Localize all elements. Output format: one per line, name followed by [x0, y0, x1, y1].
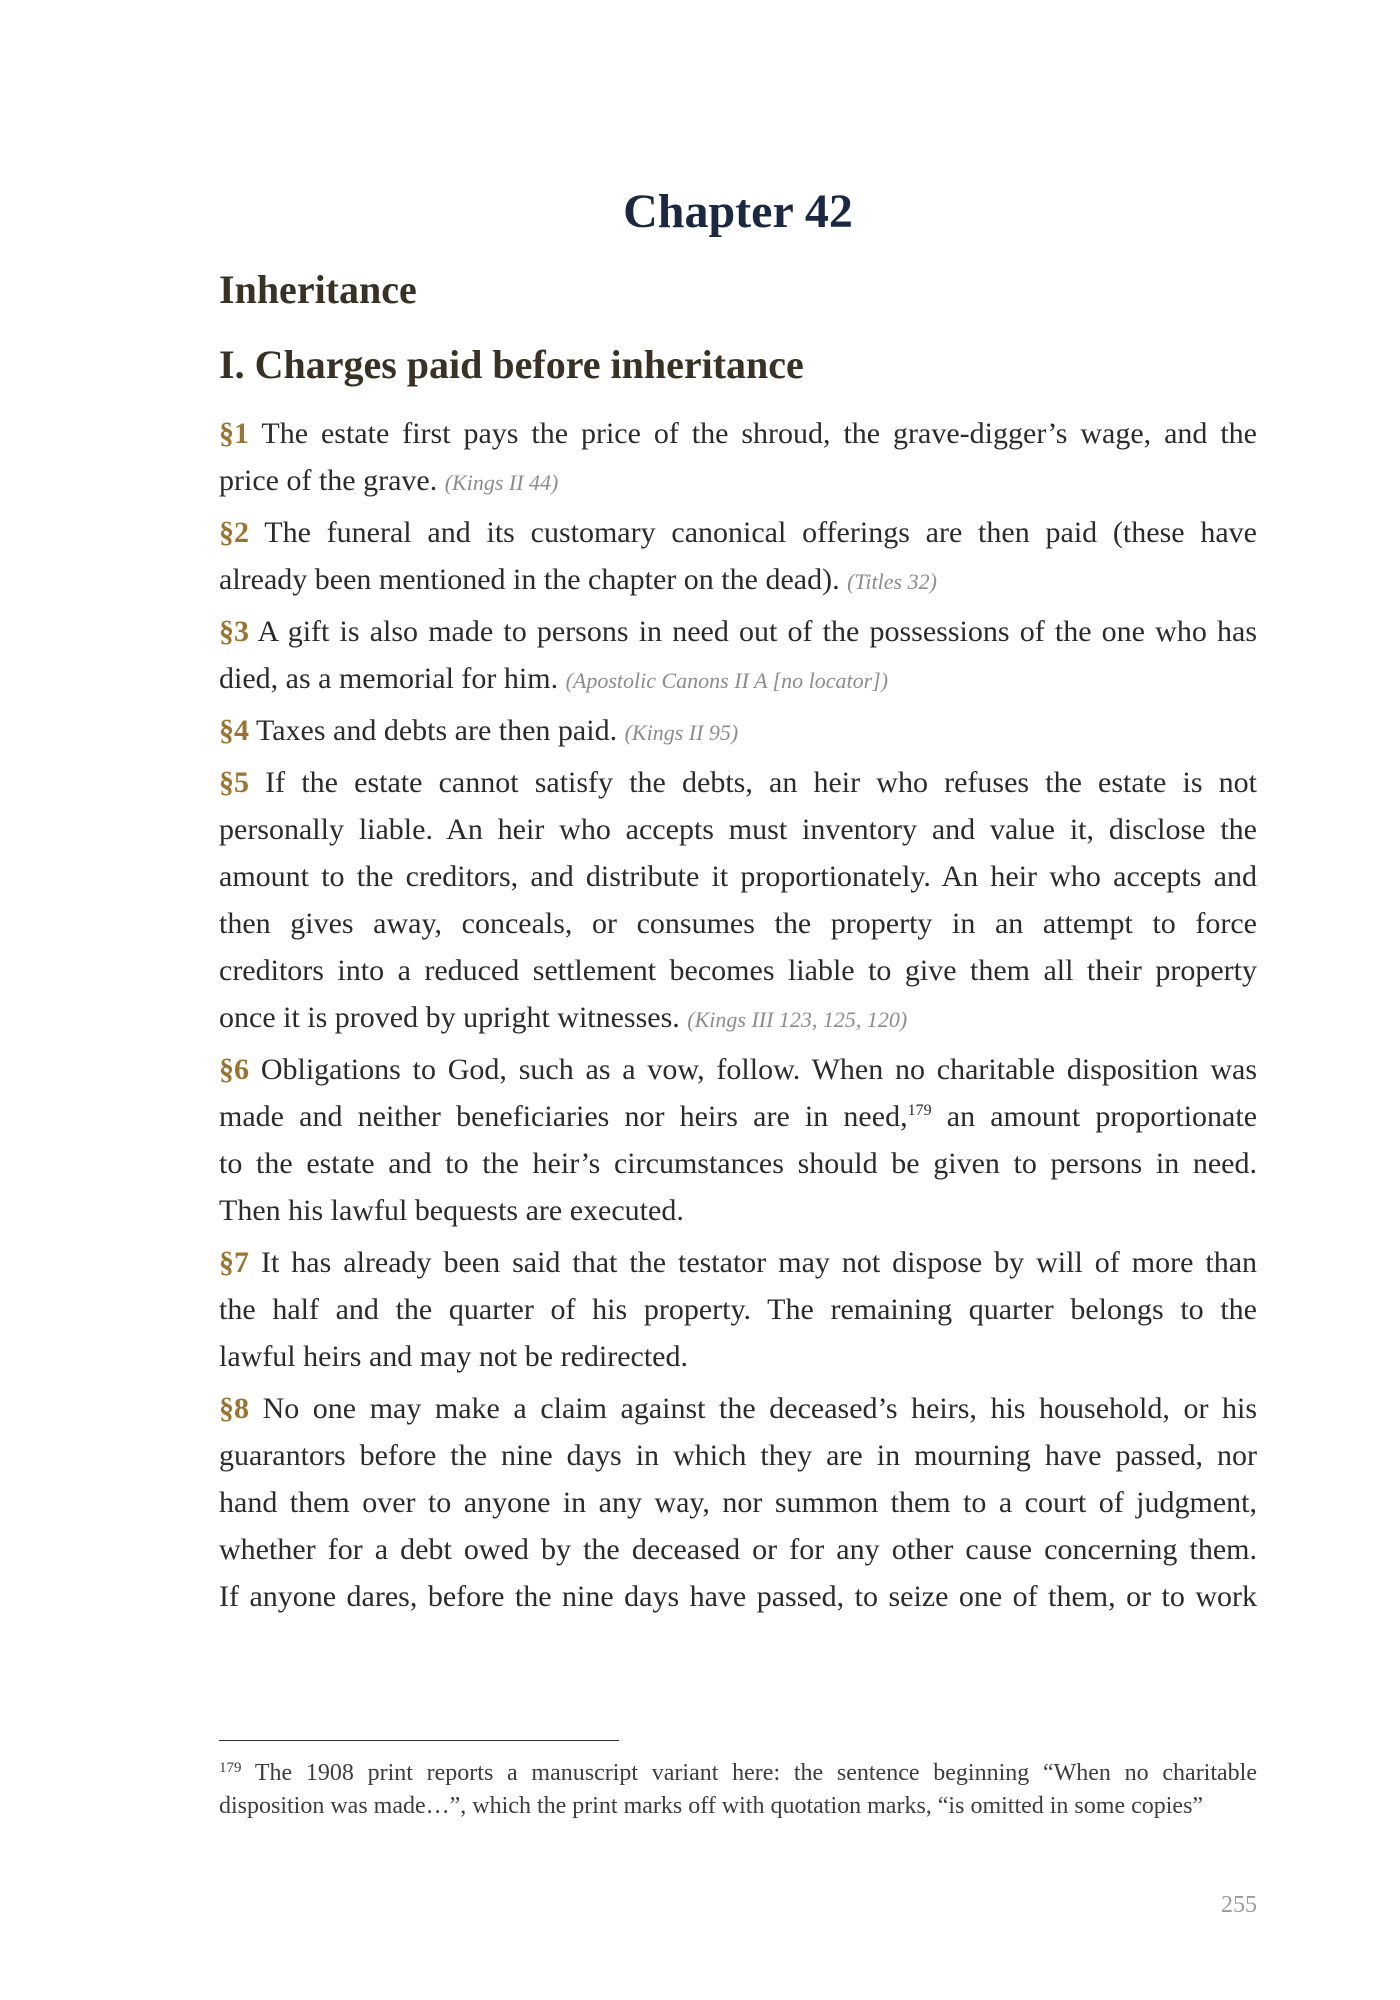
line-text: price of the grave.: [219, 464, 438, 497]
text-line: [219, 1526, 1257, 1573]
paragraph-2: [219, 509, 1257, 603]
footnote-number: 179: [219, 1760, 242, 1776]
line-text: If the estate cannot satisfy the debts, an heir who refuses the estate is not: [265, 766, 1258, 799]
text-line: [219, 1093, 1257, 1140]
line-text: hand them over to anyone in any way, nor summon them to a court of judgment,: [219, 1486, 1257, 1519]
line-text: whether for a debt owed by the deceased or for any other cause concerning them.: [219, 1533, 1257, 1566]
line-text: If anyone dares, before the nine days have passed, to seize one of them, or to work: [219, 1580, 1257, 1613]
paragraph-1: [219, 410, 1257, 504]
footnote-reference: 179: [907, 1102, 932, 1119]
line-text: No one may make a claim against the deceased’s heirs, his household, or his: [262, 1392, 1258, 1425]
text-line: [219, 1573, 1257, 1620]
line-text: Then his lawful bequests are executed.: [219, 1194, 684, 1227]
text-line: [219, 994, 1257, 1041]
text-line: [219, 1187, 1257, 1234]
footnote-line: [219, 1757, 1257, 1790]
line-text: The funeral and its customary canonical offerings are then paid (these have: [264, 516, 1257, 549]
subsection-heading: I. Charges paid before inheritance: [219, 342, 804, 387]
line-text: amount to the creditors, and distribute it proportionately. An heir who accepts and: [219, 860, 1257, 893]
text-line: [219, 853, 1257, 900]
chapter-title: Chapter 42: [623, 185, 853, 238]
text-line: [219, 947, 1257, 994]
section-marker: §4: [219, 714, 249, 747]
line-text: personally liable. An heir who accepts must inventory and value it, disclose the: [219, 813, 1257, 846]
line-text: A gift is also made to persons in need out of the possessions of the one who has: [257, 615, 1257, 648]
text-line: [219, 1333, 1257, 1380]
text-line: [219, 1239, 1257, 1286]
text-line: [219, 556, 1257, 603]
line-text: once it is proved by upright witnesses.: [219, 1001, 680, 1034]
text-line: [219, 608, 1257, 655]
text-line: [219, 900, 1257, 947]
section-marker: §3: [219, 615, 249, 648]
text-line: [219, 1140, 1257, 1187]
text-line: [219, 1286, 1257, 1333]
text-line: [219, 1046, 1257, 1093]
body-text: [219, 410, 1257, 1625]
section-marker: §8: [219, 1392, 249, 1425]
text-line: [219, 410, 1257, 457]
line-text: died, as a memorial for him.: [219, 662, 559, 695]
line-text: It has already been said that the testator may not dispose by will of more than: [260, 1246, 1258, 1279]
citation: (Kings II 44): [444, 470, 559, 495]
footnote-line: [219, 1790, 1257, 1823]
text-line: [219, 1479, 1257, 1526]
paragraph-4: [219, 707, 1257, 754]
text-line: [219, 457, 1257, 504]
footnote: [219, 1757, 1257, 1823]
line-text: The estate first pays the price of the shroud, the grave-digger’s wage, and the: [261, 417, 1257, 450]
text-line: [219, 759, 1257, 806]
paragraph-3: [219, 608, 1257, 702]
section-marker: §5: [219, 766, 249, 799]
paragraph-7: [219, 1239, 1257, 1380]
paragraph-8: [219, 1385, 1257, 1620]
paragraph-6: [219, 1046, 1257, 1234]
line-text: an amount proportionate: [946, 1100, 1258, 1133]
line-text: then gives away, conceals, or consumes the property in an attempt to force: [219, 907, 1257, 940]
text-line: [219, 509, 1257, 556]
footnote-text: The 1908 print reports a manuscript variant here: the sentence beginning “When no charitable: [254, 1760, 1257, 1786]
line-text: made and neither beneficiaries nor heirs are in need,: [219, 1100, 908, 1133]
line-text: Obligations to God, such as a vow, follow. When no charitable disposition was: [260, 1053, 1258, 1086]
citation: (Titles 32): [847, 569, 937, 594]
text-line: [219, 655, 1257, 702]
line-text: lawful heirs and may not be redirected.: [219, 1340, 688, 1373]
section-marker: §2: [219, 516, 249, 549]
section-heading: Inheritance: [219, 267, 417, 312]
footnote-rule: [219, 1740, 619, 1741]
section-marker: §7: [219, 1246, 249, 1279]
citation: (Apostolic Canons II A [no locator]): [565, 668, 889, 693]
text-line: [219, 806, 1257, 853]
line-text: the half and the quarter of his property. The remaining quarter belongs to the: [219, 1293, 1257, 1326]
citation: (Kings II 95): [624, 720, 739, 745]
text-line: [219, 1385, 1257, 1432]
line-text: guarantors before the nine days in which they are in mourning have passed, nor: [219, 1439, 1257, 1472]
page-number: 255: [1221, 1892, 1257, 1918]
line-text: Taxes and debts are then paid.: [255, 714, 618, 747]
citation: (Kings III 123, 125, 120): [687, 1007, 908, 1032]
line-text: to the estate and to the heir’s circumstances should be given to persons in need.: [219, 1147, 1257, 1180]
paragraph-5: [219, 759, 1257, 1041]
section-marker: §6: [219, 1053, 249, 1086]
line-text: already been mentioned in the chapter on the dead).: [219, 563, 840, 596]
line-text: creditors into a reduced settlement becomes liable to give them all their property: [219, 954, 1257, 987]
text-line: [219, 1432, 1257, 1479]
text-line: [219, 707, 1257, 754]
section-marker: §1: [219, 417, 249, 450]
footnote-text: disposition was made…”, which the print marks off with quotation marks, “is omitted in some copies”: [219, 1793, 1204, 1819]
